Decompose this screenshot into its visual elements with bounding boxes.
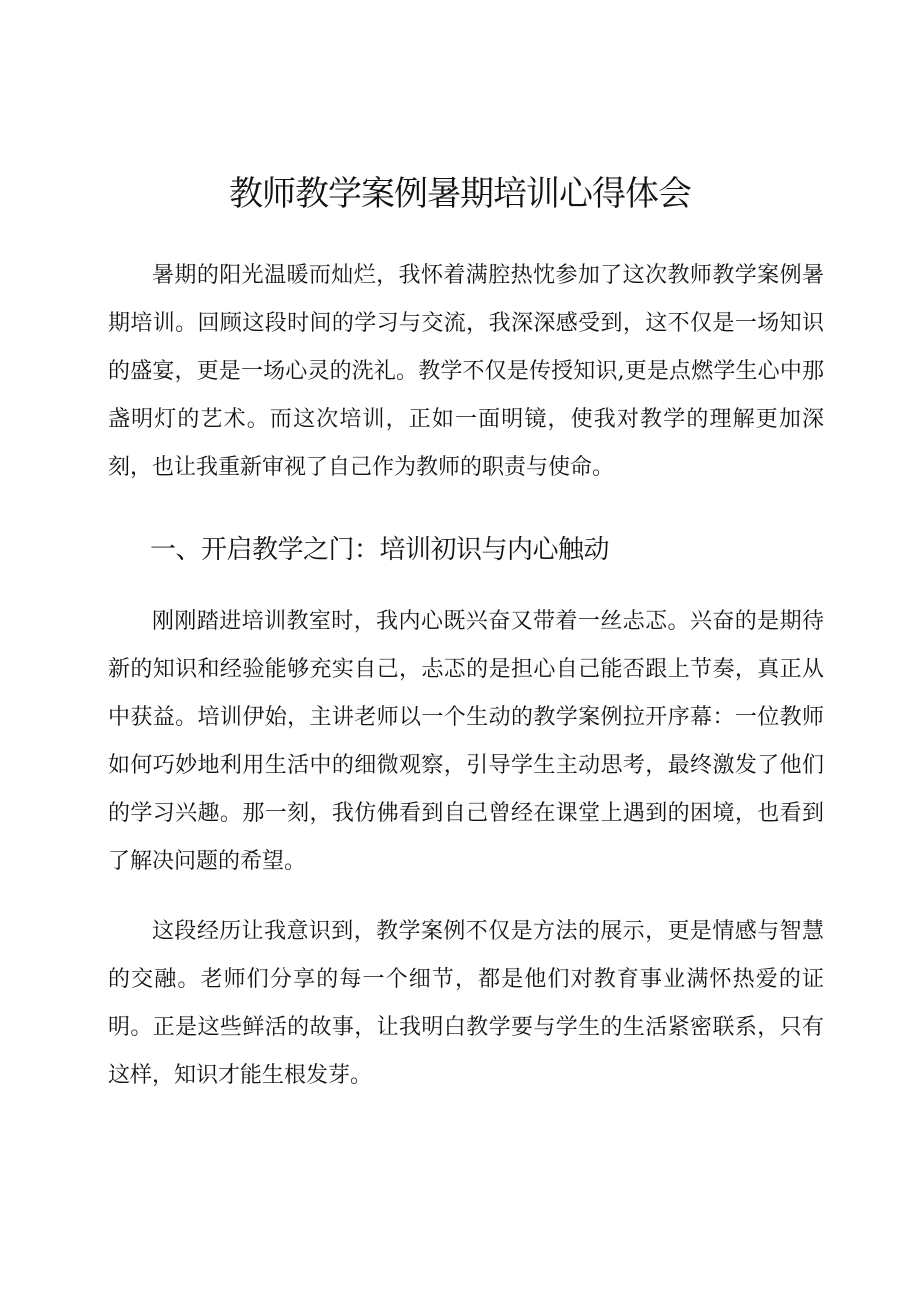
- section-paragraph-2: 这段经历让我意识到，教学案例不仅是方法的展示，更是情感与智慧的交融。老师们分享的每一个细节，都是他们对教育事业满怀热爱的证明。正是这些鲜活的故事，让我明白教学要与学生的生活紧密联系，只有这样，知识才能生根发芽。: [108, 919, 824, 1088]
- section-heading: 一、开启教学之门：培训初识与内心触动: [150, 535, 610, 565]
- intro-paragraph: 暑期的阳光温暖而灿烂，我怀着满腔热忱参加了这次教师教学案例暑期培训。回顾这段时间的学习与交流，我深深感受到，这不仅是一场知识的盛宴，更是一场心灵的洗礼。教学不仅是传授知识,更是点燃学生心中那盏明灯的艺术。而这次培训，正如一面明镜，使我对教学的理解更加深刻，也让我重新审视了自己作为教师的职责与使命。: [108, 263, 824, 480]
- section-paragraph-1: 刚刚踏进培训教室时，我内心既兴奋又带着一丝忐忑。兴奋的是期待新的知识和经验能够充实自己，忐忑的是担心自己能否跟上节奏，真正从中获益。培训伊始，主讲老师以一个生动的教学案例拉开序幕：一位教师如何巧妙地利用生活中的细微观察，引导学生主动思考，最终激发了他们的学习兴趣。那一刻，我仿佛看到自己曾经在课堂上遇到的困境，也看到了解决问题的希望。: [108, 609, 824, 874]
- document-title: 教师教学案例暑期培训心得体会: [229, 174, 691, 214]
